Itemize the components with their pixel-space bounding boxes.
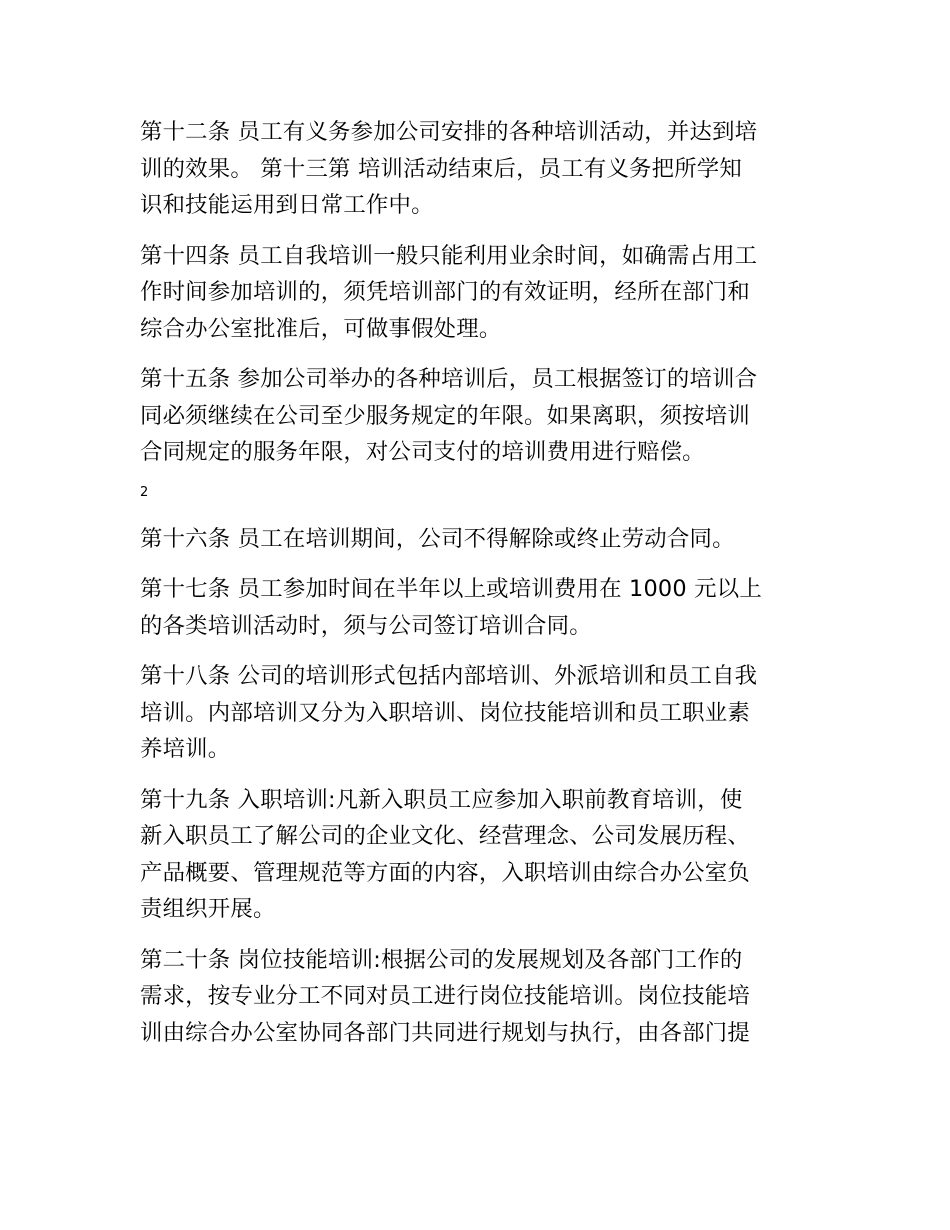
paragraph-line: 产品概要、管理规范等方面的内容，入职培训由综合办公室负 [140,859,750,886]
paragraph-line: 培训。内部培训又分为入职培训、岗位技能培训和员工职业素 [140,699,750,726]
article-paragraph [140,238,812,348]
article-paragraph [140,942,812,1052]
paragraph-line: 第二十条 岗位技能培训:根据公司的发展规划及各部门工作的 [140,946,743,973]
article-paragraph [140,361,812,471]
paragraph-line: 第十七条 员工参加时间在半年以上或培训费用在 1000 元以上 [140,576,762,602]
article-paragraph [140,521,812,558]
paragraph-line: 训的效果。 第十三第 培训活动结束后，员工有义务把所学知 [140,155,742,182]
paragraph-line: 第十八条 公司的培训形式包括内部培训、外派培训和员工自我 [140,663,758,689]
article-paragraph [140,658,812,768]
paragraph-line: 的各类培训活动时，须与公司签订培训合同。 [140,612,592,639]
article-paragraph [140,571,812,644]
paragraph-line: 同必须继续在公司至少服务规定的年限。如果离职，须按培训 [140,402,750,429]
page-number: 2 [140,484,149,500]
document-page [140,114,812,1065]
paragraph-line: 第十九条 入职培训:凡新入职员工应参加入职前教育培训，使 [140,786,743,813]
paragraph-line: 新入职员工了解公司的企业文化、经营理念、公司发展历程、 [140,823,750,849]
paragraph-line: 需求，按专业分工不同对员工进行岗位技能培训。岗位技能培 [140,983,750,1009]
paragraph-line: 第十四条 员工自我培训一般只能利用业余时间，如确需占用工 [140,242,758,269]
paragraph-line: 第十二条 员工有义务参加公司安排的各种培训活动，并达到培 [140,119,758,145]
paragraph-line: 责组织开展。 [140,896,276,922]
paragraph-line: 第十六条 员工在培训期间，公司不得解除或终止劳动合同。 [140,525,735,552]
article-paragraph [140,782,812,928]
article-paragraph [140,114,812,224]
paragraph-line: 识和技能运用到日常工作中。 [140,192,434,218]
paragraph-line: 训由综合办公室协同各部门共同进行规划与执行，由各部门提 [140,1019,750,1046]
paragraph-line: 合同规定的服务年限，对公司支付的培训费用进行赔偿。 [140,439,705,465]
text-block-before-page-break [140,114,812,471]
paragraph-line: 作时间参加培训的，须凭培训部门的有效证明，经所在部门和 [140,279,750,305]
paragraph-line: 养培训。 [140,736,231,762]
paragraph-line: 综合办公室批准后，可做事假处理。 [140,315,502,342]
text-block-after-page-break [140,521,812,1052]
paragraph-line: 第十五条 参加公司举办的各种培训后，员工根据签订的培训合 [140,366,758,392]
